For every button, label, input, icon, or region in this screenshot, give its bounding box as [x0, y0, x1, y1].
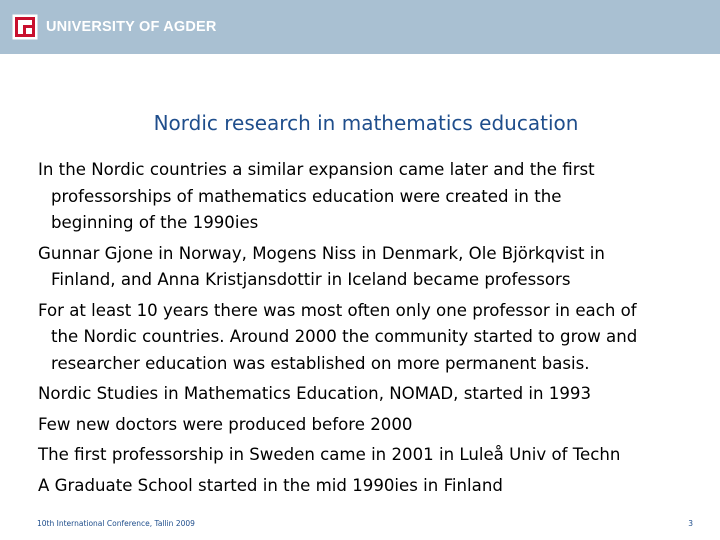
- slide-title: Nordic research in mathematics education: [153, 111, 579, 135]
- bullet-list: [38, 157, 706, 503]
- bullet-item: [38, 298, 706, 378]
- header-bar: [0, 0, 720, 54]
- bullet-line: Few new doctors were produced before 2000: [38, 414, 413, 434]
- bullet-line: Finland, and Anna Kristjansdottir in Iceland became professors: [51, 270, 571, 289]
- footer-conference: 10th International Conference, Tallin 2009: [37, 519, 195, 528]
- bullet-item: [38, 412, 706, 439]
- bullet-line: researcher education was established on more permanent basis.: [51, 353, 590, 373]
- bullet-item: [38, 381, 706, 408]
- bullet-item: [38, 157, 706, 237]
- university-logo-icon: [12, 14, 38, 40]
- bullet-line: For at least 10 years there was most often only one professor in each of: [38, 300, 637, 320]
- page-number: 3: [688, 519, 693, 528]
- bullet-line: professorships of mathematics education were created in the: [51, 186, 562, 206]
- bullet-item: [38, 442, 706, 469]
- bullet-line: beginning of the 1990ies: [51, 213, 259, 232]
- bullet-line: The first professorship in Sweden came in 2001 in Luleå Univ of Techn: [38, 445, 621, 464]
- bullet-line: Gunnar Gjone in Norway, Mogens Niss in Denmark, Ole Björkqvist in: [38, 243, 605, 263]
- bullet-line: the Nordic countries. Around 2000 the community started to grow and: [51, 327, 638, 346]
- bullet-line: In the Nordic countries a similar expansion came later and the first: [38, 160, 595, 179]
- bullet-item: [38, 473, 706, 500]
- bullet-item: [38, 241, 706, 294]
- bullet-line: A Graduate School started in the mid 1990ies in Finland: [38, 475, 503, 495]
- university-name: UNIVERSITY OF AGDER: [46, 19, 217, 35]
- university-logo: [12, 13, 217, 41]
- bullet-line: Nordic Studies in Mathematics Education, NOMAD, started in 1993: [38, 384, 592, 403]
